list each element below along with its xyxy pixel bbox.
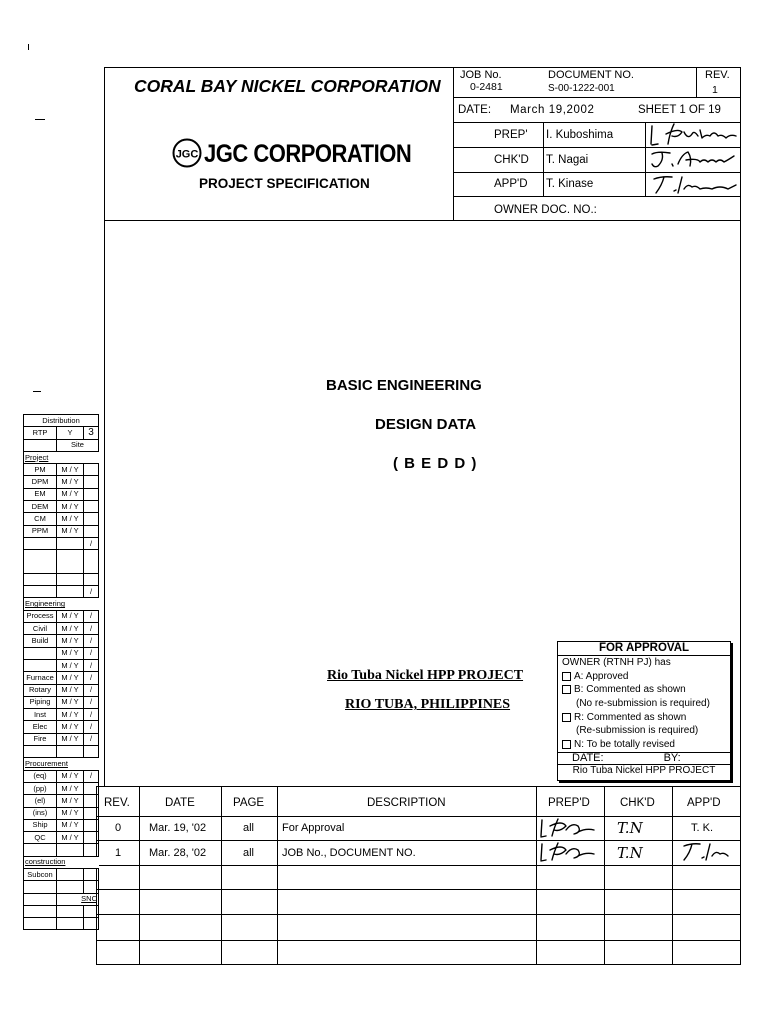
date-col-header: DATE [165,797,195,809]
appd-col-header: APP'D [687,797,721,809]
title-line1: BASIC ENGINEERING [326,377,482,394]
table-row-description: JOB No., DOCUMENT NO. [282,847,416,859]
table-row-description: For Approval [282,822,345,834]
section-snc: SNC [57,893,99,905]
approval-stamp [557,641,731,781]
client-name: CORAL BAY NICKEL CORPORATION [134,76,441,96]
table-row-chkd: T.N [617,844,643,862]
approval-title: FOR APPROVAL [558,642,730,656]
approval-footer: Rio Tuba Nickel HPP PROJECT [558,764,730,776]
jgc-logo-icon [172,138,202,173]
prepd-signature [538,840,602,864]
distribution-title: Distribution [24,415,99,427]
prep-name: I. Kuboshima [546,129,614,141]
prepd-col-header: PREP'D [548,797,590,809]
table-row-date: Mar. 19, '02 [149,822,207,834]
approval-owner: OWNER (RTNH PJ) has [562,657,671,668]
svg-text:JGC: JGC [175,148,199,161]
company-name: JGC CORPORATION [204,139,412,168]
document-no-label: DOCUMENT NO. [548,69,634,81]
page-col-header: PAGE [233,797,265,809]
project-name: Rio Tuba Nickel HPP PROJECT [327,668,524,683]
appd-label: APP'D [494,178,528,190]
date-value: March 19,2002 [510,104,595,116]
table-row-rev: 1 [115,847,122,859]
section-engineering: Engineering [24,598,99,610]
scan-mark [33,391,41,392]
checkbox-icon [562,740,571,749]
date-label: DATE: [458,104,492,116]
checkbox-icon [562,713,571,722]
approval-date-by: DATE: BY: [558,752,730,764]
job-no: 0-2481 [470,81,503,93]
approval-r-note: (Re-submission is required) [576,725,699,737]
table-row-date: Mar. 28, '02 [149,847,207,859]
rev-label: REV. [705,69,730,81]
approval-option-r: R: Commented as shown [558,711,730,725]
table-row-appd: T. K. [691,822,714,834]
chkd-col-header: CHK'D [620,797,655,809]
section-procurement: Procurement [24,758,99,770]
rev-value: 1 [712,84,718,96]
job-no-label: JOB No. [460,69,502,81]
doc-type: PROJECT SPECIFICATION [199,176,370,191]
document-no: S-00-1222-001 [548,83,615,94]
approval-option-b: B: Commented as shown [558,683,730,697]
distribution-table: Distribution RTP Y 3 Site Project PM M / Y DPM M / Y EM M / Y DEM M / Y CM M / Y PPM M / Y / / Engineering Process M / Y / Civil M / Y / Build M / Y / M / Y / M / Y / Furnace M / Y / Rotary M / Y / Piping M / Y / Inst M / Y / Elec M / Y / Fire M / Y / Procurement (eq) M / Y / (pp) M / Y (el) M / Y (ins) M / Y Ship M / Y QC M / Y construction Subcon SNC [23,414,99,930]
sheet-info: SHEET 1 OF 19 [638,104,721,116]
approval-option-n: N: To be totally revised [558,738,730,752]
checkbox-icon [562,685,571,694]
appd-name: T. Kinase [546,178,594,190]
appd-signature [678,841,734,863]
prep-label: PREP' [494,129,528,141]
chkd-label: CHK'D [494,154,529,166]
table-row-chkd: T.N [617,819,643,837]
chkd-name: T. Nagai [546,154,589,166]
chkd-signature [648,148,740,172]
scan-mark [35,119,45,120]
checkbox-icon [562,672,571,681]
owner-doc-label: OWNER DOC. NO.: [494,204,597,216]
description-col-header: DESCRIPTION [367,797,446,809]
approval-option-a: A: Approved [558,670,730,684]
prep-signature [648,122,740,148]
appd-signature [648,173,740,197]
project-location: RIO TUBA, PHILIPPINES [345,697,511,712]
title-line2: DESIGN DATA [375,416,477,433]
table-row-page: all [243,847,255,859]
section-project: Project [24,451,99,463]
title-line3: ( B E D D ) [393,455,478,472]
prepd-signature [538,816,602,840]
scan-mark [24,44,29,50]
approval-b-note: (No re-submission is required) [576,698,710,710]
rev-col-header: REV. [104,797,130,809]
table-row-page: all [243,822,255,834]
table-row-rev: 0 [115,822,122,834]
section-construction: construction [24,856,99,868]
